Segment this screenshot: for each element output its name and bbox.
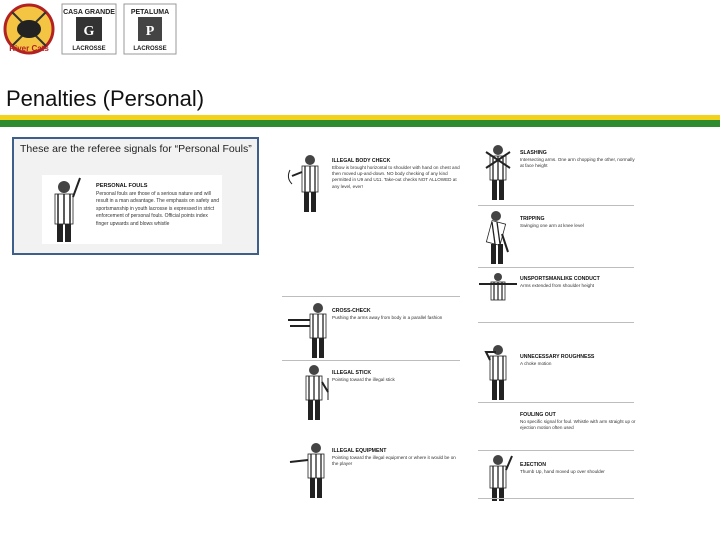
- referee-unsportsmanlike-icon: [478, 272, 518, 306]
- personal-fouls-image: [42, 175, 222, 244]
- signal-title: CROSS-CHECK: [332, 308, 371, 314]
- divider-line: [478, 267, 634, 268]
- signal-title: ILLEGAL BODY CHECK: [332, 158, 391, 164]
- page-title: Penalties (Personal): [6, 86, 205, 111]
- referee-illegal-equipment-icon: [284, 440, 334, 500]
- river-cats-logo-text: River Cats: [9, 44, 49, 53]
- logo-strip: [2, 2, 182, 56]
- signal-desc: Swinging one arm at knee level: [520, 223, 584, 228]
- casa-grande-logo-text: CASA GRANDE: [63, 9, 115, 16]
- divider-green: [0, 120, 720, 127]
- casa-grande-logo-sub: LACROSSE: [72, 46, 106, 52]
- signal-desc: Pushing the arms away from body in a parallel fashion: [332, 315, 443, 320]
- signal-title: UNNECESSARY ROUGHNESS: [520, 354, 595, 360]
- callout-box: [12, 137, 259, 255]
- signal-illegal-body-check: [282, 150, 462, 222]
- petaluma-logo-sub: LACROSSE: [133, 46, 167, 52]
- signal-fouling-out: [478, 408, 638, 448]
- callout-text: These are the referee signals for “Personal Fouls”: [20, 143, 252, 155]
- petaluma-logo: [122, 2, 178, 56]
- svg-text:G: G: [83, 24, 95, 39]
- signal-cross-check: [282, 300, 462, 360]
- divider-line: [478, 450, 634, 451]
- signal-desc: Intersecting arms. One arm chopping the other, normally at face height: [520, 157, 635, 169]
- signal-title: FOULING OUT: [520, 412, 556, 418]
- petaluma-logo-text: PETALUMA: [130, 9, 170, 16]
- casa-grande-logo: [60, 2, 118, 56]
- signal-slashing: [478, 142, 638, 204]
- referee-roughness-icon: [478, 342, 518, 402]
- svg-text:P: P: [145, 24, 155, 39]
- referee-ejection-icon: [478, 452, 518, 502]
- signal-illegal-equipment: [282, 440, 462, 500]
- referee-slashing-icon: [478, 142, 518, 202]
- divider-line: [478, 402, 634, 403]
- signal-title: SLASHING: [520, 150, 547, 156]
- signal-title: ILLEGAL STICK: [332, 370, 372, 376]
- divider-line: [282, 360, 460, 361]
- signal-title: ILLEGAL EQUIPMENT: [332, 448, 387, 454]
- signal-illegal-stick: [282, 362, 462, 422]
- signal-unsportsmanlike-conduct: [478, 272, 638, 306]
- signal-desc: Arms extended from shoulder height: [520, 283, 595, 288]
- referee-figure-icon: [42, 175, 92, 244]
- signal-unnecessary-roughness: [478, 342, 638, 402]
- signal-title: EJECTION: [520, 462, 546, 468]
- divider-line: [282, 296, 460, 297]
- referee-body-check-icon: [284, 150, 334, 216]
- signal-title: TRIPPING: [520, 216, 545, 222]
- signal-title: UNSPORTSMANLIKE CONDUCT: [520, 276, 600, 282]
- signal-desc: No specific signal for foul. Whistle with arm straight up or ejection motion often used: [520, 419, 636, 431]
- river-cats-logo: [2, 2, 56, 56]
- referee-cross-check-icon: [284, 300, 334, 360]
- divider-line: [478, 205, 634, 206]
- referee-tripping-icon: [478, 208, 518, 266]
- signal-desc: A choke motion: [520, 361, 552, 366]
- signal-ejection: [478, 452, 638, 502]
- signal-desc: Thumb Up, hand moved up over shoulder: [520, 469, 605, 474]
- divider-line: [478, 498, 634, 499]
- signal-tripping: [478, 208, 638, 266]
- personal-fouls-body: Personal fouls are those of a serious nature and will result in a man advantage. The emphasis on safety and sportsmanship in youth lacrosse is expressed in strict enforcement of personal fouls. Official points index finger upwards and blows whistle: [96, 191, 220, 227]
- signal-desc: Pointing toward the illegal stick: [332, 377, 395, 382]
- signal-desc: Pointing toward the illegal equipment or where it would be on the player: [332, 455, 456, 467]
- referee-illegal-stick-icon: [284, 362, 334, 422]
- signal-desc: Elbow is brought horizontal to shoulder with hand on chest and then moved up-and-down. NO body checking of any kind permitted in U9 and U11. Take-out checks NOT ALLOWED at any level, ever!: [332, 165, 460, 189]
- divider-line: [478, 322, 634, 323]
- personal-fouls-heading: PERSONAL FOULS: [96, 183, 148, 189]
